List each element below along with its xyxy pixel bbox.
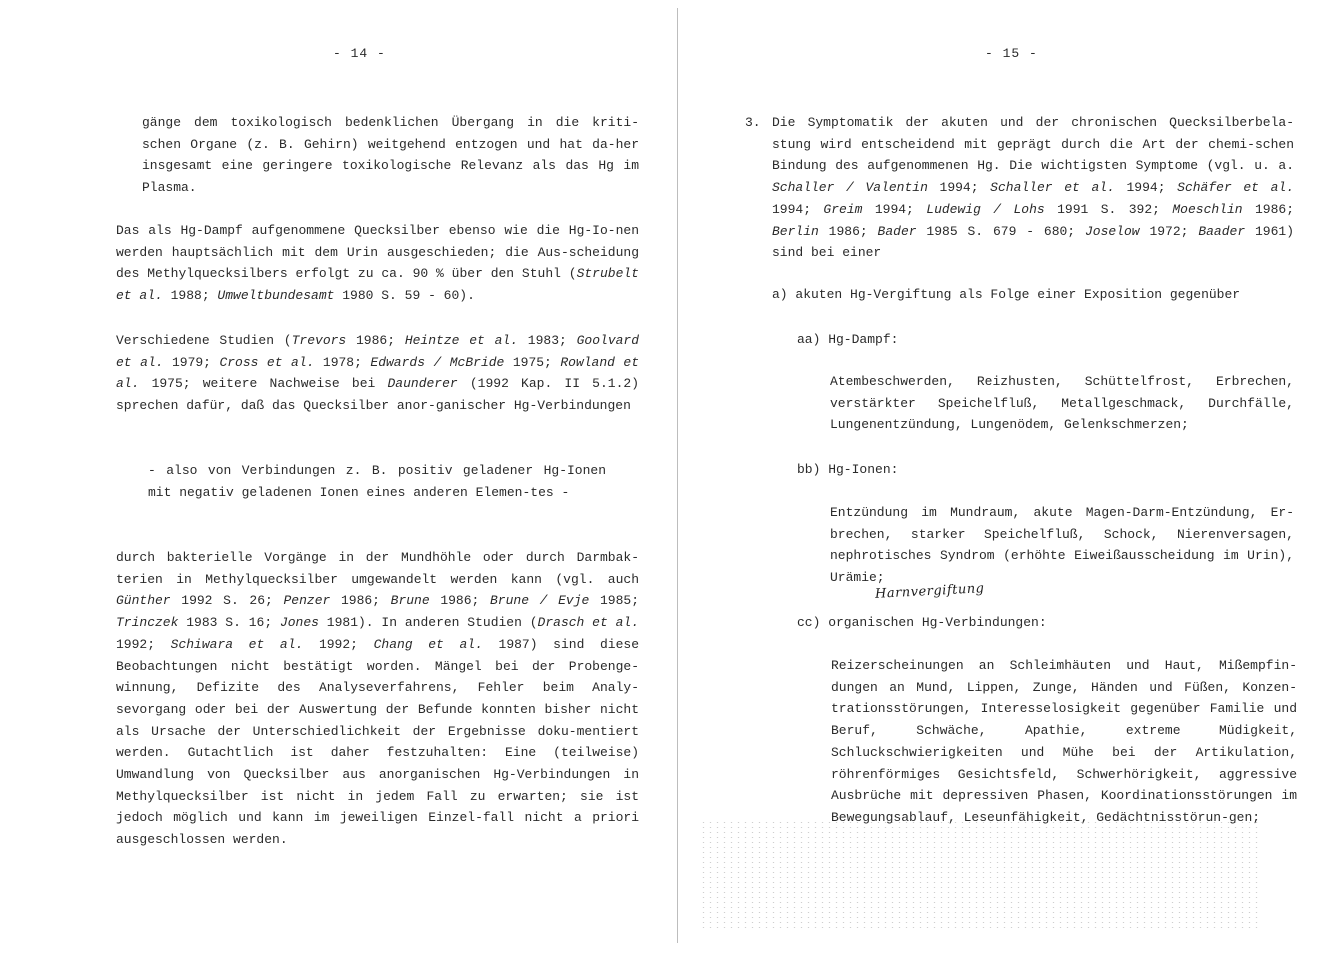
subsection-a: a) akuten Hg-Vergiftung als Folge einer Exposition gegenüber bbox=[772, 287, 1241, 302]
paragraph-4: durch bakterielle Vorgänge in der Mundhöhle oder durch Darmbak-terien in Methylquecksilber umgewandelt werden kann (vgl. auch Günther 1992 S. 26; Penzer 1986; Brune 1986; Brune / Evje 1985; Trinczek 1983 S. 16; Jones 1981). In anderen Studien (Drasch et al. 1992; Schiwara et al. 1992; Chang et al. 1987) sind diese Beobachtungen nicht bestätigt worden. Mängel bei der Probenge-winnung, Defizite des Analyseverfahrens, Fehler beim Analy-sevorgang oder bei der Auswertung der Befunde konnten bisher nicht als Ursache der Unterschiedlichkeit der Ergebnisse doku-mentiert werden. Gutachtlich ist daher festzuhalten: Eine (teilweise) Umwandlung von Quecksilber aus anorganischen Hg-Verbindungen in Methylquecksilber ist nicht in jedem Fall zu erwarten; sie ist jedoch möglich und kann im jeweiligen Einzel-fall nicht a priori ausgeschlossen werden. bbox=[116, 550, 640, 848]
right-page bbox=[680, 0, 1342, 953]
item-3-number: 3. bbox=[745, 115, 761, 130]
page-number-left: - 14 - bbox=[333, 46, 386, 61]
indented-block: - also von Verbindungen z. B. positiv geladener Hg-Ionen mit negativ geladenen Ionen eines anderen Elemen-tes - bbox=[148, 463, 606, 500]
left-page bbox=[0, 0, 670, 953]
paragraph-2: Das als Hg-Dampf aufgenommene Quecksilber ebenso wie die Hg-Io-nen werden hauptsächlich mit dem Urin ausgeschieden; die Aus-scheidung des Methylquecksilbers erfolgt zu ca. 90 % über den Stuhl (Strubelt et al. 1988; Umweltbundesamt 1980 S. 59 - 60). bbox=[116, 223, 639, 304]
subsection-cc: cc) organischen Hg-Verbindungen: bbox=[797, 615, 1047, 630]
handwritten-note: Harnvergiftung bbox=[874, 581, 985, 602]
scan-noise bbox=[700, 820, 1260, 930]
paragraph-3: Verschiedene Studien (Trevors 1986; Heintze et al. 1983; Goolvard et al. 1979; Cross et al. 1978; Edwards / McBride 1975; Rowland et al. 1975; weitere Nachweise bei Daunderer (1992 Kap. II 5.1.2) sprechen dafür, daß das Quecksilber anor-ganischer Hg-Verbindungen bbox=[116, 333, 640, 414]
subsection-aa: aa) Hg-Dampf: bbox=[797, 332, 899, 347]
bb-symptoms: Entzündung im Mundraum, akute Magen-Darm-Entzündung, Er-brechen, starker Speichelfluß, Schock, Nierenversagen, nephrotisches Syndrom (erhöhte Eiweißausscheidung im Urin), Urämie; bbox=[830, 505, 1294, 586]
cc-symptoms: Reizerscheinungen an Schleimhäuten und Haut, Mißempfin-dungen an Mund, Lippen, Zunge, Händen und Füßen, Konzen-trationsstörungen, Interesselosigkeit gegenüber Familie und Beruf, Schwäche, Apathie, extreme Müdigkeit, Schluckschwierigkeiten und Mühe bei der Artikulation, röhrenförmiges Gesichtsfeld, Schwerhörigkeit, aggressive Ausbrüche mit depressiven Phasen, Koordinationsstörungen im Bewegungsablauf, Leseunfähigkeit, Gedächtnisstörun-gen; bbox=[831, 658, 1297, 825]
paragraph-1: gänge dem toxikologisch bedenklichen Übergang in die kriti-schen Organe (z. B. Gehirn) weitgehend entzogen und hat da-her insgesamt eine geringere toxikologische Relevanz als das Hg im Plasma. bbox=[142, 115, 639, 196]
subsection-bb: bb) Hg-Ionen: bbox=[797, 462, 899, 477]
page-fold-divider bbox=[677, 8, 678, 943]
page-number-right: - 15 - bbox=[985, 46, 1038, 61]
aa-symptoms: Atembeschwerden, Reizhusten, Schüttelfrost, Erbrechen, verstärkter Speichelfluß, Metallgeschmack, Durchfälle, Lungenentzündung, Lungenödem, Gelenkschmerzen; bbox=[830, 374, 1294, 433]
item-3-text: Die Symptomatik der akuten und der chronischen Quecksilberbela-stung wird entscheidend mit geprägt durch die Art der chemi-schen Bindung des aufgenommenen Hg. Die wichtigsten Symptome (vgl. u. a. Schaller / Valentin 1994; Schaller et al. 1994; Schäfer et al. 1994; Greim 1994; Ludewig / Lohs 1991 S. 392; Moeschlin 1986; Berlin 1986; Bader 1985 S. 679 - 680; Joselow 1972; Baader 1961) sind bei einer bbox=[772, 115, 1295, 261]
